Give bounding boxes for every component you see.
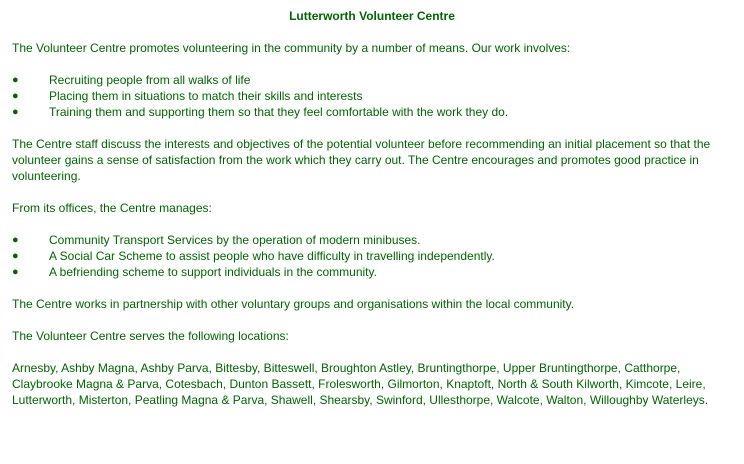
list-item-text: Recruiting people from all walks of life <box>49 73 251 87</box>
list-item-text: A befriending scheme to support individuals in the community. <box>49 265 377 279</box>
intro-paragraph: The Volunteer Centre promotes volunteering in the community by a number of means. Our work involves: <box>12 41 571 55</box>
list-item <box>12 104 732 120</box>
list-item-text: Community Transport Services by the operation of modern minibuses. <box>49 233 421 247</box>
manages-list <box>12 232 732 280</box>
manages-intro: From its offices, the Centre manages: <box>12 201 212 215</box>
locations-paragraph: Arnesby, Ashby Magna, Ashby Parva, Bittesby, Bitteswell, Broughton Astley, Bruntingthorpe, Upper Bruntingthorpe, Catthorpe, Claybrooke Magna & Parva, Cotesbach, Dunton Bassett, Frolesworth, Gilmorton, Knaptoft, North & South Kilworth, Kimcote, Leire, Lutterworth, Misterton, Peatling Magna & Parva, Shawell, Shearsby, Swinford, Ullesthorpe, Walcote, Walton, Willoughby Waterleys. <box>12 361 709 407</box>
bullet-icon: ● <box>12 250 19 262</box>
bullet-icon: ● <box>12 106 19 118</box>
list-item <box>12 72 732 88</box>
bullet-icon: ● <box>12 74 19 86</box>
partnership-paragraph: The Centre works in partnership with other voluntary groups and organisations within the local community. <box>12 297 575 311</box>
list-item <box>12 264 732 280</box>
bullet-icon: ● <box>12 234 19 246</box>
list-item-text: Training them and supporting them so that they feel comfortable with the work they do. <box>49 105 509 119</box>
locations-intro: The Volunteer Centre serves the following locations: <box>12 329 289 343</box>
bullet-icon: ● <box>12 266 19 278</box>
list-item <box>12 232 732 248</box>
list-item-text: Placing them in situations to match their skills and interests <box>49 89 363 103</box>
list-item-text: A Social Car Scheme to assist people who have difficulty in travelling independently. <box>49 249 495 263</box>
list-item <box>12 88 732 104</box>
bullet-icon: ● <box>12 90 19 102</box>
staff-paragraph: The Centre staff discuss the interests and objectives of the potential volunteer before recommending an initial placement so that the volunteer gains a sense of satisfaction from the work which they carry out. The Centre encourages and promotes good practice in volunteering. <box>12 137 711 183</box>
involves-list <box>12 72 732 120</box>
list-item <box>12 248 732 264</box>
page-title: Lutterworth Volunteer Centre <box>289 9 455 23</box>
